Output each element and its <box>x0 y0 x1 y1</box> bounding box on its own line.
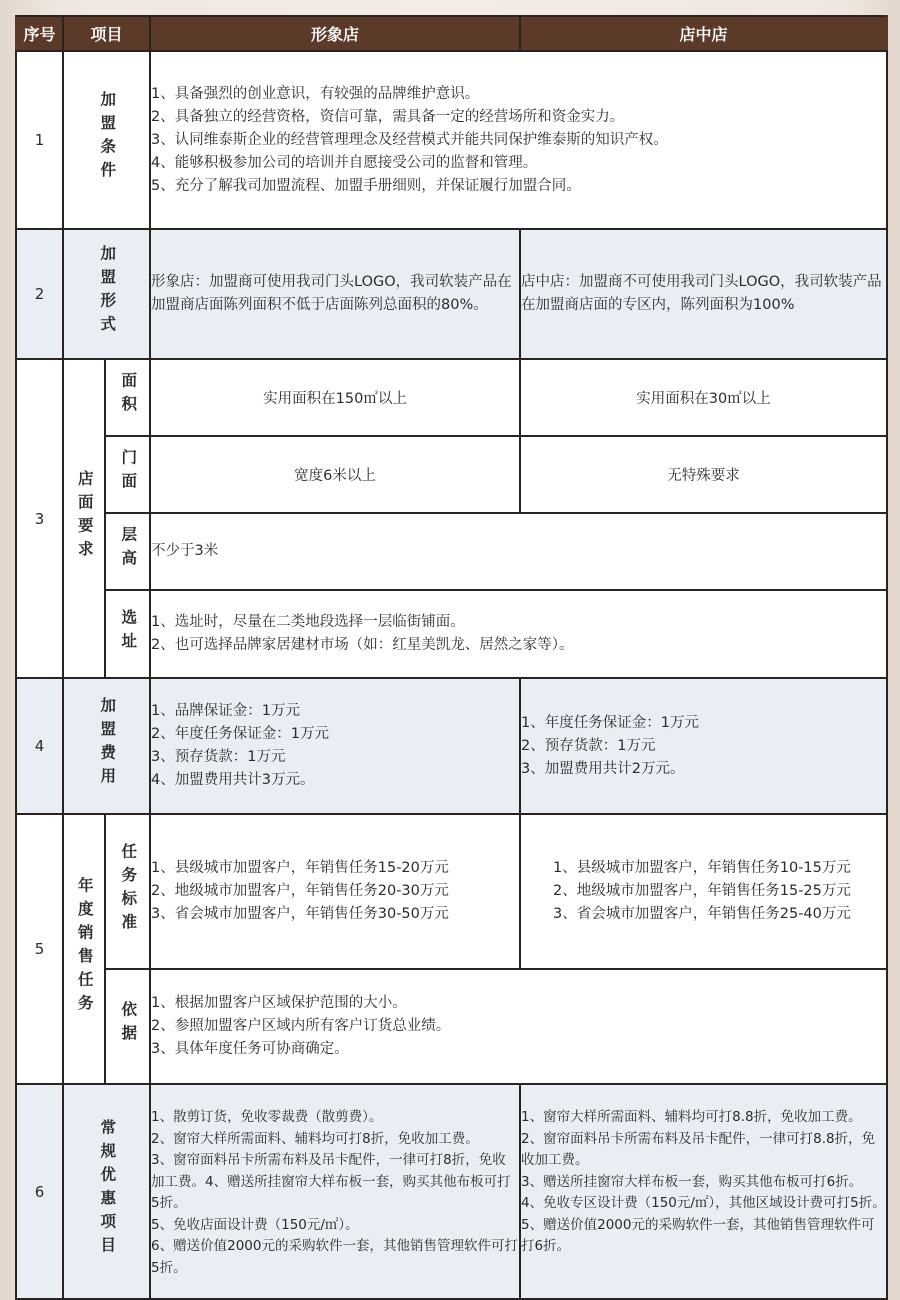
sub-label-front: 门面 <box>105 436 150 513</box>
sub-label-height: 层高 <box>105 513 150 590</box>
promotions-image-store: 1、散剪订货，免收零裁费（散剪费）。 2、窗帘大样所需面料、辅料均可打8折，免收加工费。 3、窗帘面料吊卡所需布料及吊卡配件，一律可打8折，免收加工费。4、赠送所挂窗帘大样布板一套，购买其他布板可打5折。 5、免收店面设计费（150元/㎡）。 6、赠送价值2000元的采购软件一套，其他销售管理软件可打5折。 <box>150 1084 520 1299</box>
row-number: 2 <box>16 229 63 359</box>
table-header-row <box>16 16 887 51</box>
row-number: 3 <box>16 359 63 678</box>
table-row-franchise-form <box>16 229 887 359</box>
header-image-store: 形象店 <box>150 16 520 51</box>
table-row-store-front <box>16 436 887 513</box>
row-label: 店面要求 <box>63 359 105 678</box>
franchise-form-image-store: 形象店：加盟商可使用我司门头LOGO，我司软装产品在加盟商店面陈列面积不低于店面陈列总面积的80%。 <box>150 229 520 359</box>
table-row-franchise-fees <box>16 678 887 814</box>
table-row-store-location <box>16 590 887 678</box>
row-label: 常规优惠项目 <box>63 1084 150 1299</box>
table-row-promotions <box>16 1084 887 1299</box>
standard-shop-in-shop: 1、县级城市加盟客户，年销售任务10-15万元 2、地级城市加盟客户，年销售任务15-25万元 3、省会城市加盟客户，年销售任务25-40万元 <box>520 814 887 969</box>
location-text: 1、选址时，尽量在二类地段选择一层临街铺面。 2、也可选择品牌家居建材市场（如：红星美凯龙、居然之家等）。 <box>150 590 887 678</box>
basis-text: 1、根据加盟客户区域保护范围的大小。 2、参照加盟客户区域内所有客户订货总业绩。 3、具体年度任务可协商确定。 <box>150 969 887 1084</box>
sub-label-location: 选址 <box>105 590 150 678</box>
header-num: 序号 <box>16 16 63 51</box>
row-number: 5 <box>16 814 63 1084</box>
front-shop-in-shop: 无特殊要求 <box>520 436 887 513</box>
row-number: 1 <box>16 51 63 229</box>
header-item: 项目 <box>63 16 150 51</box>
area-shop-in-shop: 实用面积在30㎡以上 <box>520 359 887 436</box>
sub-label-basis: 依据 <box>105 969 150 1084</box>
header-shop-in-shop: 店中店 <box>520 16 887 51</box>
table-row-store-area <box>16 359 887 436</box>
row-number: 4 <box>16 678 63 814</box>
area-image-store: 实用面积在150㎡以上 <box>150 359 520 436</box>
franchise-table-container <box>15 15 886 1300</box>
height-value: 不少于3米 <box>150 513 887 590</box>
sub-label-standard: 任务标准 <box>105 814 150 969</box>
row-label: 加盟条件 <box>63 51 150 229</box>
franchise-policy-table <box>15 15 888 1300</box>
franchise-form-shop-in-shop: 店中店：加盟商不可使用我司门头LOGO，我司软装产品在加盟商店面的专区内，陈列面积为100% <box>520 229 887 359</box>
table-row-franchise-conditions <box>16 51 887 229</box>
fees-image-store: 1、品牌保证金：1万元 2、年度任务保证金：1万元 3、预存货款：1万元 4、加盟费用共计3万元。 <box>150 678 520 814</box>
row-label: 加盟形式 <box>63 229 150 359</box>
front-image-store: 宽度6米以上 <box>150 436 520 513</box>
fees-shop-in-shop: 1、年度任务保证金：1万元 2、预存货款：1万元 3、加盟费用共计2万元。 <box>520 678 887 814</box>
table-row-store-height <box>16 513 887 590</box>
promotions-shop-in-shop: 1、窗帘大样所需面料、辅料均可打8.8折，免收加工费。 2、窗帘面料吊卡所需布料及吊卡配件，一律可打8.8折，免收加工费。 3、赠送所挂窗帘大样布板一套，购买其他布板可打6折。 4、免收专区设计费（150元/㎡），其他区域设计费可打5折。 5、赠送价值2000元的采购软件一套，其他销售管理软件可打6折。 <box>520 1084 887 1299</box>
standard-image-store: 1、县级城市加盟客户，年销售任务15-20万元 2、地级城市加盟客户，年销售任务20-30万元 3、省会城市加盟客户，年销售任务30-50万元 <box>150 814 520 969</box>
row-number: 6 <box>16 1084 63 1299</box>
franchise-conditions-text: 1、具备强烈的创业意识，有较强的品牌维护意识。 2、具备独立的经营资格，资信可靠，需具备一定的经营场所和资金实力。 3、认同维泰斯企业的经营管理理念及经营模式并能共同保护维泰斯的知识产权。 4、能够积极参加公司的培训并自愿接受公司的监督和管理。 5、充分了解我司加盟流程、加盟手册细则，并保证履行加盟合同。 <box>150 51 887 229</box>
table-row-sales-basis <box>16 969 887 1084</box>
row-label: 年度销售任务 <box>63 814 105 1084</box>
row-label: 加盟费用 <box>63 678 150 814</box>
table-row-sales-standard <box>16 814 887 969</box>
sub-label-area: 面积 <box>105 359 150 436</box>
